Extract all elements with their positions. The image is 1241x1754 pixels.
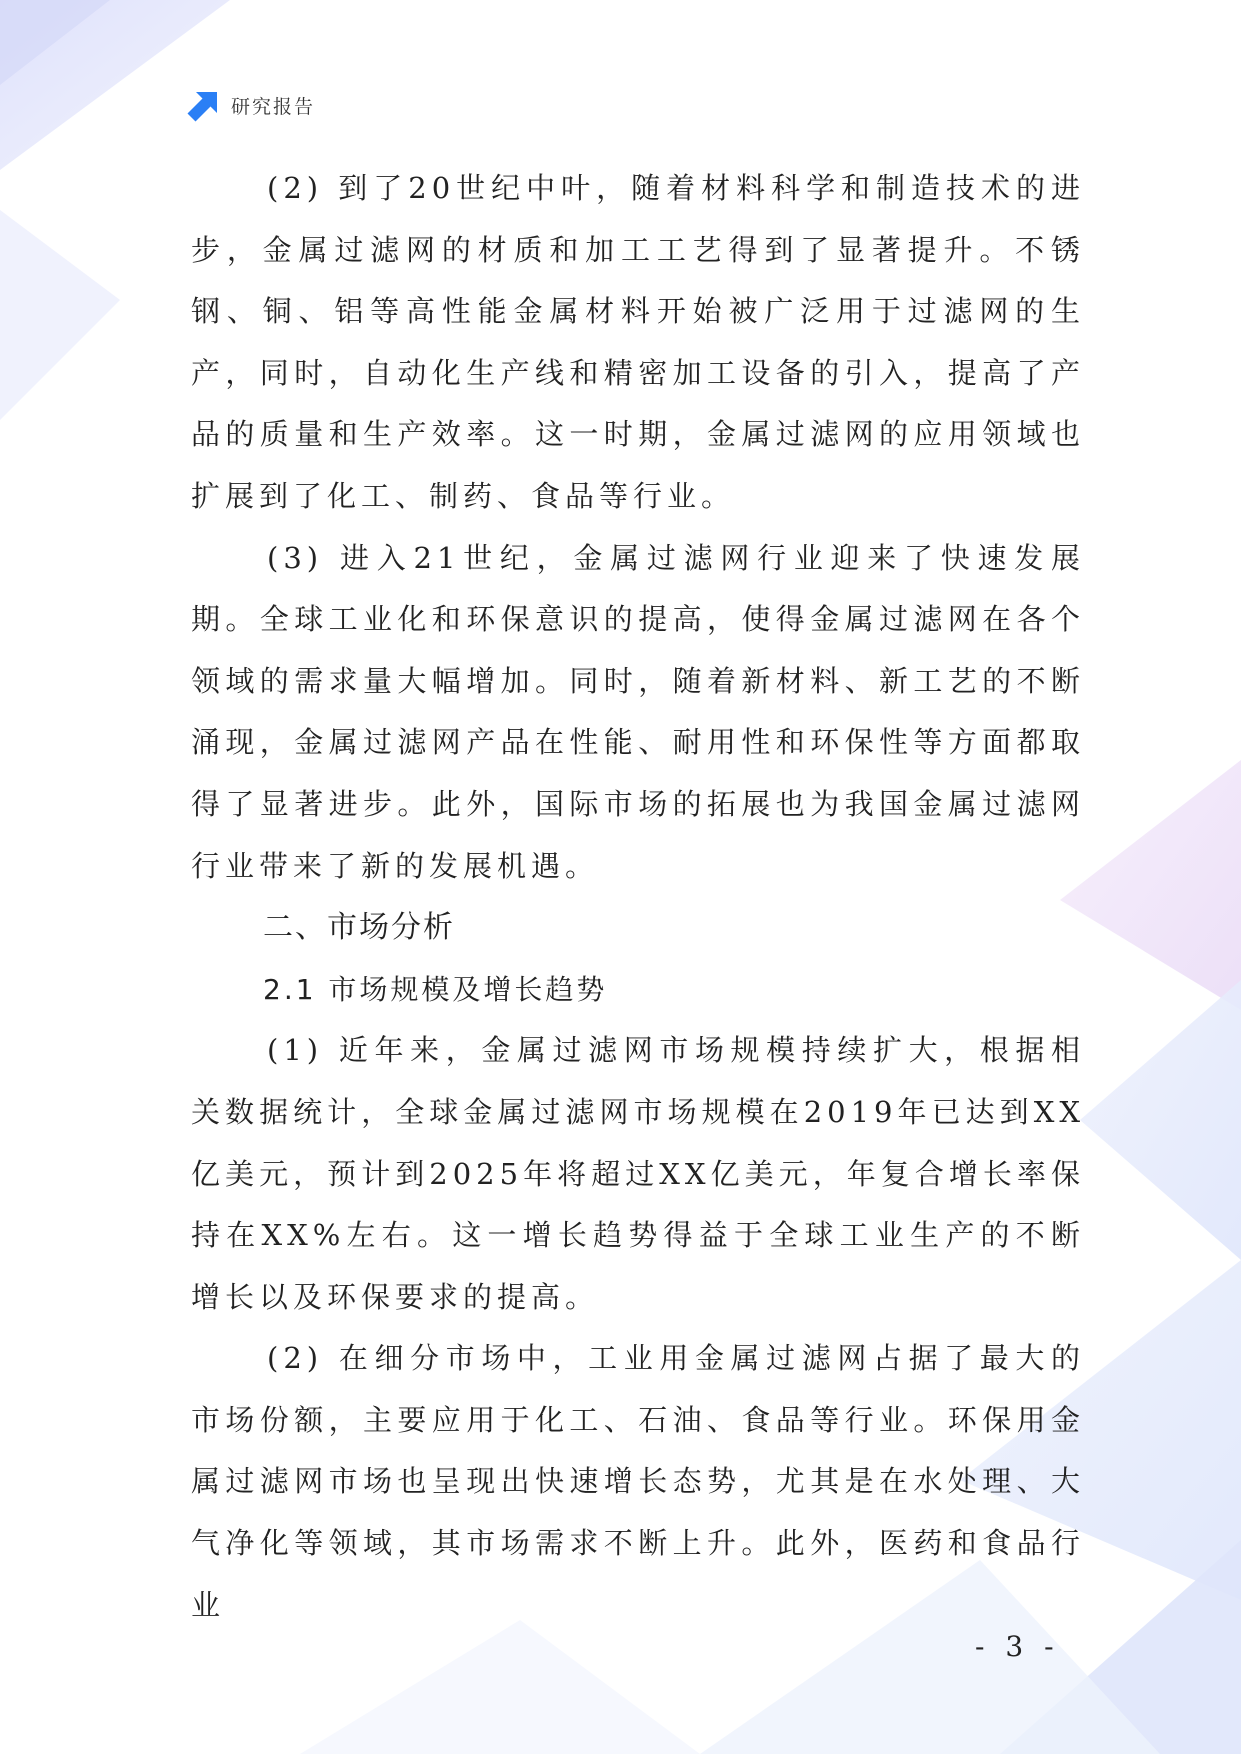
paragraph-market-segments: (2) 在细分市场中，工业用金属过滤网占据了最大的市场份额，主要应用于化工、石油、食品等行业。环保用金属过滤网市场也呈现出快速增长态势，尤其是在水处理、大气净化等领域，其市场需求不断上升。此外，医药和食品行业 xyxy=(191,1341,1085,1622)
page-number: - 3 - xyxy=(975,1630,1060,1663)
paragraph-market-size: (1) 近年来，金属过滤网市场规模持续扩大，根据相关数据统计，全球金属过滤网市场规模在2019年已达到XX亿美元，预计到2025年将超过XX亿美元，年复合增长率保持在XX%左右。这一增长趋势得益于全球工业生产的不断增长以及环保要求的提高。 xyxy=(191,1033,1085,1314)
subsection-heading: 2.1 市场规模及增长趋势 xyxy=(263,972,608,1006)
arrow-up-right-icon xyxy=(187,88,221,122)
paragraph-history-21st-century: (3) 进入21世纪，金属过滤网行业迎来了快速发展期。全球工业化和环保意识的提高，使得金属过滤网在各个领域的需求量大幅增加。同时，随着新材料、新工艺的不断涌现，金属过滤网产品在性能、耐用性和环保性等方面都取得了显著进步。此外，国际市场的拓展也为我国金属过滤网行业带来了新的发展机遇。 xyxy=(191,540,1085,883)
document-body xyxy=(191,158,1085,1636)
header-title: 研究报告 xyxy=(231,95,316,118)
report-header xyxy=(187,88,315,122)
section-heading: 二、市场分析 xyxy=(263,910,455,946)
paragraph-history-mid-century: (2) 到了20世纪中叶，随着材料科学和制造技术的进步，金属过滤网的材质和加工工艺得到了显著提升。不锈钢、铜、铝等高性能金属材料开始被广泛用于过滤网的生产，同时，自动化生产线和精密加工设备的引入，提高了产品的质量和生产效率。这一时期，金属过滤网的应用领域也扩展到了化工、制药、食品等行业。 xyxy=(191,171,1085,513)
